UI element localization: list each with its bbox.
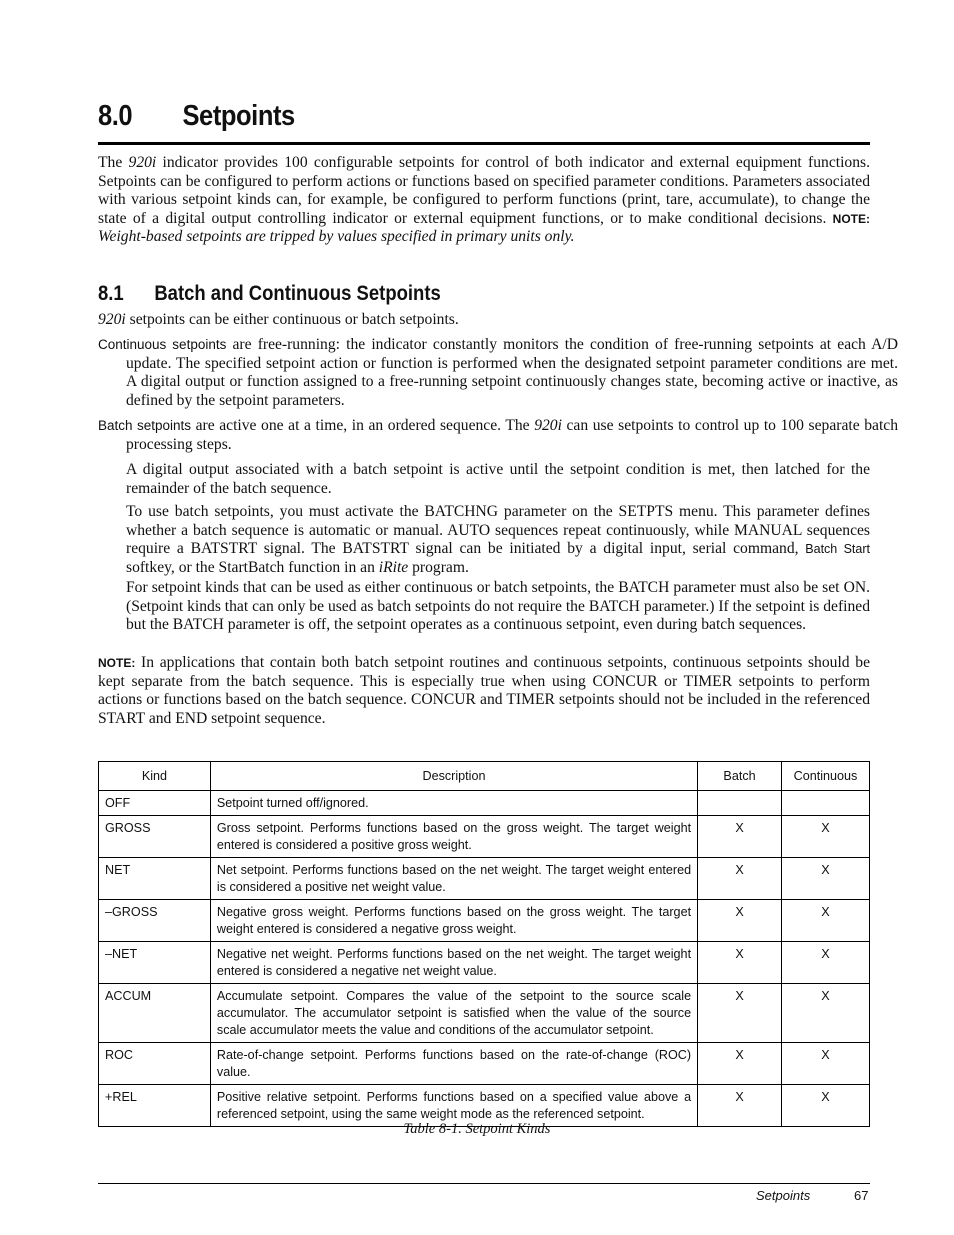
continuous-cell: X (782, 942, 870, 984)
table-row (99, 791, 870, 816)
continuous-label: Continuous setpoints (98, 337, 227, 352)
footer-section-name: Setpoints (756, 1188, 811, 1203)
irite-name: iRite (378, 558, 409, 576)
kind-cell: ROC (99, 1043, 211, 1085)
table-row (99, 816, 870, 858)
batch-cell: X (698, 942, 782, 984)
chapter-title: Setpoints (182, 100, 295, 132)
table-row (99, 858, 870, 900)
product-name: 920i (534, 417, 562, 434)
batch-paragraph-4: For setpoint kinds that can be used as either continuous or batch setpoints, the BATCH parameter must also be set ON. (Setpoint kinds that can only be used as batch setpoints do not require the BATCH parameter.) If the setpoint is defined but the BATCH parameter is off, the setpoint operates as a continuous setpoint, even during batch sequences. (126, 579, 870, 634)
kind-cell: –GROSS (99, 900, 211, 942)
continuous-cell: X (782, 858, 870, 900)
section-title: Batch and Continuous Setpoints (154, 282, 441, 305)
heading-rule (98, 142, 870, 145)
description-cell: Negative net weight. Performs functions based on the net weight. The target weight entered is considered a negative net weight value. (210, 942, 697, 984)
continuous-cell (782, 791, 870, 816)
kind-cell: ACCUM (99, 984, 211, 1043)
batch-paragraph-2: A digital output associated with a batch setpoint is active until the setpoint condition is met, then latched for the remainder of the batch sequence. (126, 461, 870, 497)
table-row (99, 900, 870, 942)
header-description: Description (210, 762, 697, 791)
table-caption: Table 8-1. Setpoint Kinds (403, 1121, 551, 1137)
description-cell: Setpoint turned off/ignored. (210, 791, 697, 816)
batch-cell: X (698, 858, 782, 900)
continuous-cell: X (782, 900, 870, 942)
product-name: 920i (128, 154, 157, 171)
batch-cell: X (698, 1043, 782, 1085)
description-cell: Positive relative setpoint. Performs functions based on a specified value above a referenced setpoint, using the same weight mode as the referenced setpoint. (210, 1085, 697, 1127)
description-cell: Net setpoint. Performs functions based on the net weight. The target weight entered is considered a positive net weight value. (210, 858, 697, 900)
batch-cell: X (698, 900, 782, 942)
continuous-cell: X (782, 1043, 870, 1085)
description-cell: Accumulate setpoint. Compares the value of the setpoint to the source scale accumulator. The accumulator setpoint is satisfied when the value of the source scale accumulator meets the value and conditions of the accumulator setpoint. (210, 984, 697, 1043)
page-number: 67 (854, 1188, 869, 1203)
product-name: 920i (98, 311, 126, 328)
description-cell: Rate-of-change setpoint. Performs functions based on the rate-of-change (ROC) value. (210, 1043, 697, 1085)
intro-paragraph: The 920i indicator provides 100 configurable setpoints for control of both indicator and external equipment functions. Setpoints can be configured to perform actions or functions based on specified parameter conditions. Parameters associated with various setpoint kinds can, for example, be configured to perform functions (print, tare, accumulate), to change the state of a digital output controlling indicator or external equipment functions, or to make conditional decisions. NOTE: Weight-based setpoints are tripped by values specified in primary units only. (98, 154, 870, 246)
section-heading (98, 282, 441, 306)
continuous-cell: X (782, 984, 870, 1043)
batch-setpoints-paragraph: Batch setpoints are active one at a time, in an ordered sequence. The 920i can use setpoints to control up to 100 separate batch processing steps. (98, 417, 898, 453)
continuous-cell: X (782, 816, 870, 858)
batch-label: Batch setpoints (98, 418, 192, 433)
setpoint-kinds-table (98, 761, 870, 1127)
header-continuous: Continuous (782, 762, 870, 791)
batch-cell: X (698, 816, 782, 858)
header-batch: Batch (698, 762, 782, 791)
table-row (99, 984, 870, 1043)
note-paragraph: NOTE: In applications that contain both batch setpoint routines and continuous setpoints, continuous setpoints should be kept separate from the batch sequence. This is especially true when using CONCUR or TIMER setpoints to perform actions or functions based on the batch sequence. CONCUR and TIMER setpoints should not be included in the referenced START and END setpoint sequence. (98, 654, 870, 727)
section-number: 8.1 (98, 282, 124, 305)
description-cell: Negative gross weight. Performs functions based on the gross weight. The target weight entered is considered a negative gross weight. (210, 900, 697, 942)
kind-cell: +REL (99, 1085, 211, 1127)
batch-cell (698, 791, 782, 816)
batch-paragraph-3: To use batch setpoints, you must activate the BATCHNG parameter on the SETPTS menu. This parameter defines whether a batch sequence is automatic or manual. AUTO sequences repeat continuously, while MANUAL sequences require a BATSTRT signal. The BATSTRT signal can be initiated by a digital input, serial command, Batch Start softkey, or the StartBatch function in an iRite program. (126, 503, 870, 576)
batch-start-softkey: Batch Start (805, 542, 870, 557)
chapter-number: 8.0 (98, 100, 133, 132)
note-label: NOTE: (832, 211, 870, 226)
section-intro: 920i setpoints can be either continuous or batch setpoints. (98, 311, 459, 328)
kind-cell: OFF (99, 791, 211, 816)
header-kind: Kind (99, 762, 211, 791)
table-row (99, 1043, 870, 1085)
continuous-setpoints-paragraph: Continuous setpoints are free-running: the indicator constantly monitors the condition of free-running setpoints at each A/D update. The specified setpoint action or function is performed when the designated setpoint parameter conditions are met. A digital output or function assigned to a free-running setpoint continuously changes state, becoming active or inactive, as defined by the setpoint parameters. (98, 336, 898, 409)
kind-cell: GROSS (99, 816, 211, 858)
kind-cell: –NET (99, 942, 211, 984)
batch-cell: X (698, 984, 782, 1043)
continuous-cell: X (782, 1085, 870, 1127)
kind-cell: NET (99, 858, 211, 900)
footer-rule (98, 1183, 870, 1184)
description-cell: Gross setpoint. Performs functions based on the gross weight. The target weight entered is considered a positive gross weight. (210, 816, 697, 858)
chapter-heading (98, 100, 777, 133)
table-header-row (99, 762, 870, 791)
note-label: NOTE: (98, 656, 136, 670)
table-row (99, 942, 870, 984)
batch-cell: X (698, 1085, 782, 1127)
note-text: Weight-based setpoints are tripped by values specified in primary units only. (98, 228, 575, 246)
